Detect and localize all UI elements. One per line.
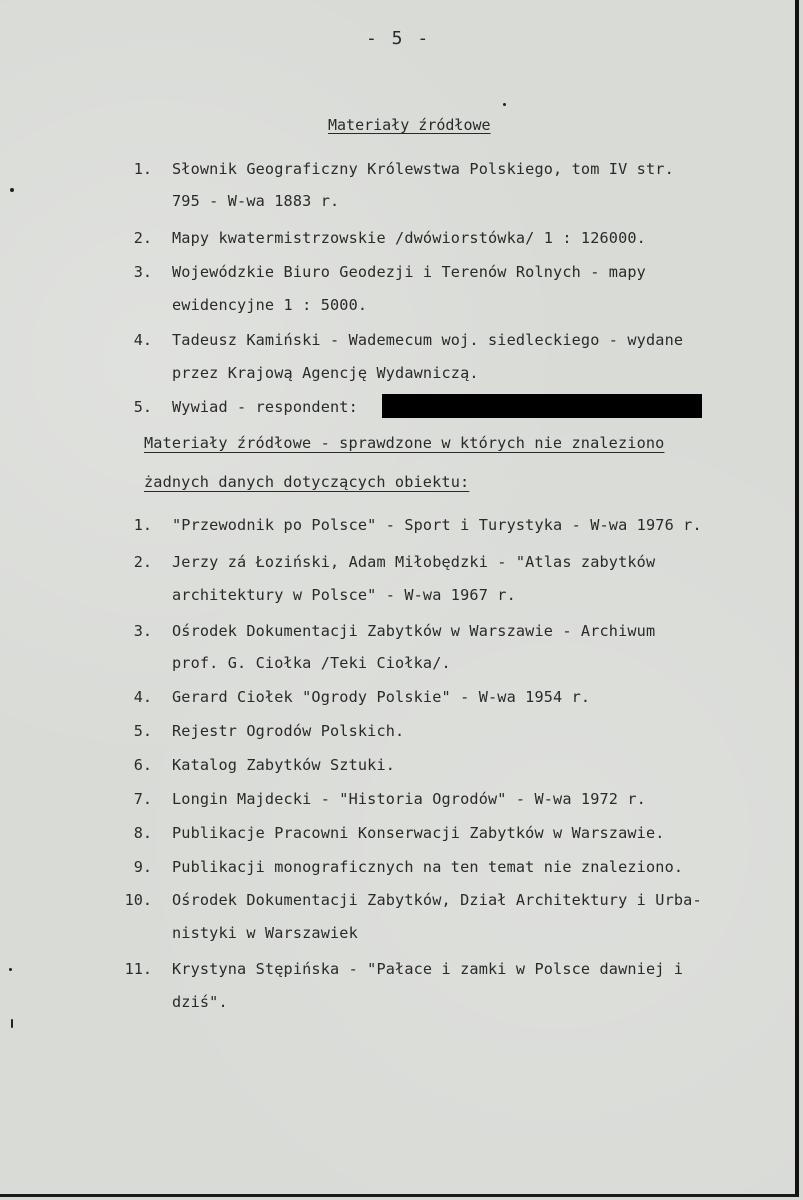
section-heading-source-materials: Materiały źródłowe [328,116,491,134]
list-item-number: 7. [133,790,152,808]
list-item-text: nistyki w Warszawiek [172,924,358,942]
list-item-number: 8. [133,824,152,842]
list-item-number: 9. [133,858,152,876]
ink-speck [10,188,14,192]
list-item-text: Ośrodek Dokumentacji Zabytków w Warszawie - Archiwum [172,622,656,640]
list-item-text: 795 - W-wa 1883 r. [172,192,340,210]
list-item-number: 2. [133,229,152,247]
list-item-number: 10. [124,891,152,909]
list-item-number: 2. [133,553,152,571]
ink-speck [11,1019,13,1028]
list-item-number: 4. [133,331,152,349]
list-item-number: 1. [133,516,152,534]
list-item-text: Wywiad - respondent: [172,398,358,416]
list-item-text: Ośrodek Dokumentacji Zabytków, Dział Architektury i Urba- [172,891,702,909]
list-item-text: Publikacje Pracowni Konserwacji Zabytków w Warszawie. [172,824,665,842]
section-heading-checked-sources: Materiały źródłowe - sprawdzone w których nie znaleziono [144,434,665,452]
list-item-text: dziś". [172,993,228,1011]
list-item-text: Krystyna Stępińska - "Pałace i zamki w Polsce dawniej i [172,960,684,978]
list-item-text: Słownik Geograficzny Królewstwa Polskiego, tom IV str. [172,160,674,178]
list-item-text: Tadeusz Kamiński - Wademecum woj. siedleckiego - wydane [172,331,684,349]
list-item-text: Jerzy zá Łoziński, Adam Miłobędzki - "Atlas zabytków [172,553,656,571]
list-item-text: "Przewodnik po Polsce" - Sport i Turystyka - W-wa 1976 r. [172,516,702,534]
list-item-number: 3. [133,263,152,281]
page-number: - 5 - [366,28,431,49]
list-item-number: 4. [133,688,152,706]
list-item-text: Publikacji monograficznych na ten temat nie znaleziono. [172,858,684,876]
list-item-text: Gerard Ciołek "Ogrody Polskie" - W-wa 1954 r. [172,688,591,706]
list-item-number: 5. [133,722,152,740]
list-item-number: 5. [133,398,152,416]
redaction-bar [382,394,702,418]
section-heading-checked-sources-continued: żadnych danych dotyczących obiektu: [144,473,470,491]
ink-speck [503,103,506,106]
list-item-text: ewidencyjne 1 : 5000. [172,296,368,314]
list-item-text: prof. G. Ciołka /Teki Ciołka/. [172,654,451,672]
list-item-text: Wojewódzkie Biuro Geodezji i Terenów Rolnych - mapy [172,263,646,281]
list-item-number: 3. [133,622,152,640]
list-item-text: Longin Majdecki - "Historia Ogrodów" - W-wa 1972 r. [172,790,646,808]
list-item-text: Mapy kwatermistrzowskie /dwówiorstówka/ 1 : 126000. [172,229,646,247]
list-item-text: przez Krajową Agencję Wydawniczą. [172,364,479,382]
list-item-number: 11. [124,960,152,978]
list-item-number: 1. [133,160,152,178]
list-item-text: architektury w Polsce" - W-wa 1967 r. [172,586,516,604]
list-item-number: 6. [133,756,152,774]
list-item-text: Katalog Zabytków Sztuki. [172,756,396,774]
list-item-text: Rejestr Ogrodów Polskich. [172,722,405,740]
ink-speck [9,968,12,971]
